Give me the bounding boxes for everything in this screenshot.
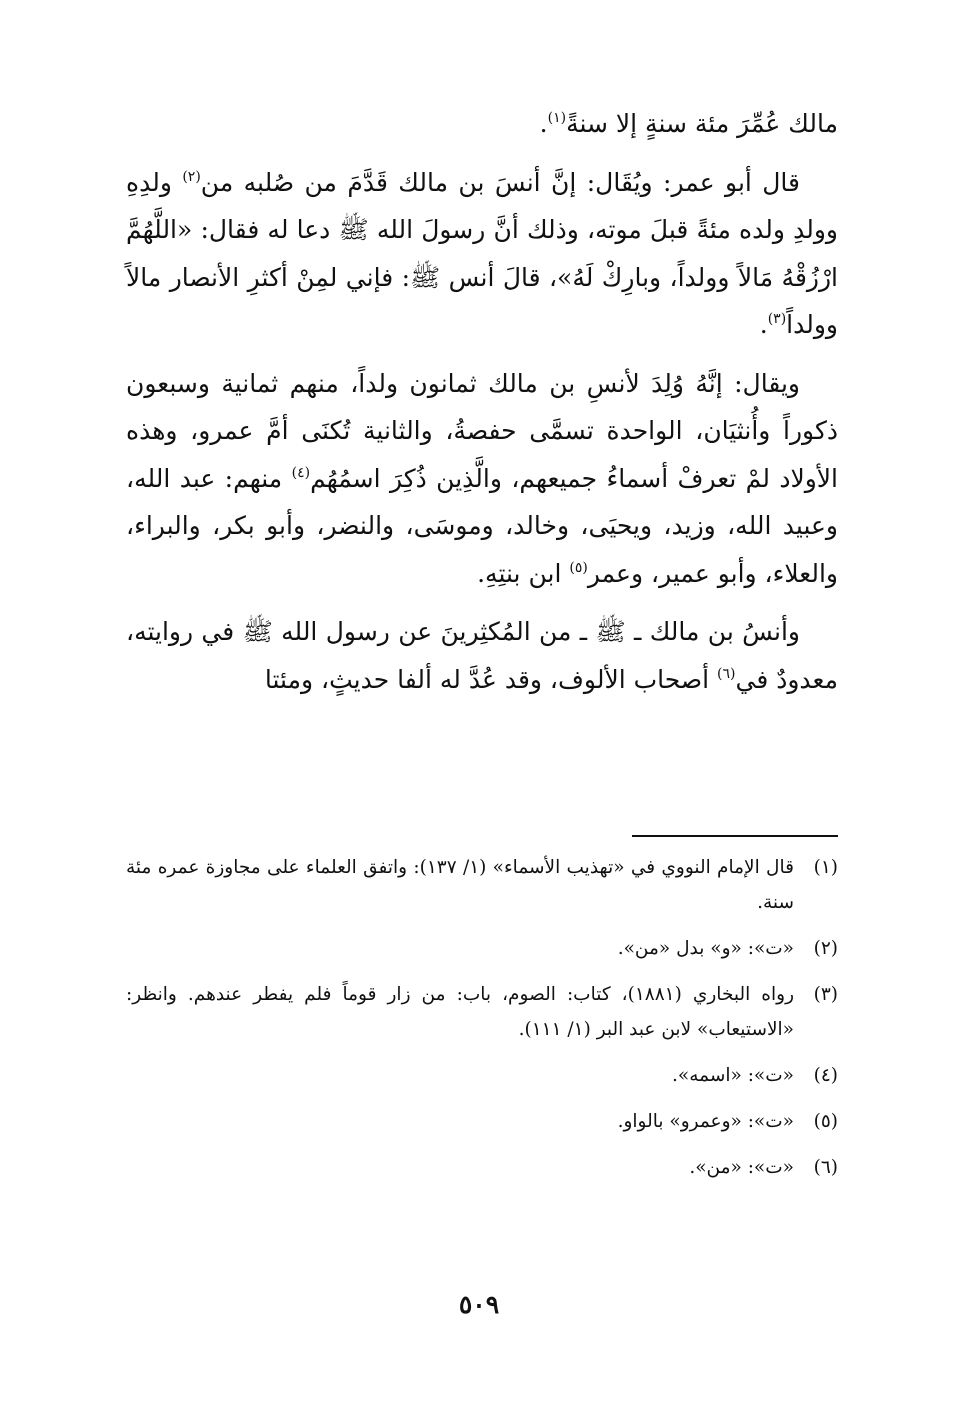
text-run: مالك عُمِّرَ مئة سنةٍ إلا سنةً (566, 109, 838, 138)
footnote-4 (126, 1058, 838, 1093)
text-run: ابن بنتِهِ. (477, 558, 570, 588)
footnote-ref-3[interactable]: (٣) (767, 311, 787, 327)
text-run: . (759, 310, 768, 339)
footnote-6 (126, 1150, 838, 1185)
footnote-text: رواه البخاري (١٨٨١)، كتاب: الصوم، باب: من زار قوماً فلم يفطر عندهم. وانظر: «الاستيعاب» لابن عبد البر (١/ ١١١). (126, 984, 794, 1040)
text-run: أصحاب الألوف، وقد عُدَّ له ألفا حديثٍ، ومئتا (264, 664, 718, 694)
footnote-text: قال الإمام النووي في «تهذيب الأسماء» (١/ ١٣٧): واتفق العلماء على مجاوزة عمره مئة سنة. (126, 857, 794, 913)
footnote-number: (٤) (813, 1065, 838, 1086)
paragraph-4 (126, 608, 838, 703)
footnote-ref-2[interactable]: (٢) (182, 168, 201, 185)
footnote-number: (١) (813, 857, 838, 878)
paragraph-1 (126, 100, 838, 148)
main-text (126, 100, 838, 714)
footnote-ref-1[interactable]: (١) (547, 110, 567, 126)
footnote-number: (٦) (813, 1157, 838, 1178)
footnote-1 (126, 850, 838, 920)
footnote-2 (126, 931, 838, 966)
paragraph-3 (126, 360, 838, 598)
text-run: وأنسُ بن مالك ـ ﷺ ـ من المُكثِرينَ عن رسول الله ﷺ في روايته، معدودٌ في (126, 617, 838, 694)
footnote-text: «ت»: «من». (689, 1157, 794, 1178)
footnote-5 (126, 1104, 838, 1139)
text-run: ولدِهِ وولدِ ولده مئةً قبلَ موته، وذلك أنَّ رسولَ الله ﷺ دعا له فقال: «اللَّهُمَّ ارْزُقْهُ مَالاً وولداً، وبارِكْ لَهُ»، قالَ أنس ﷺ: فإني لمِنْ أكثرِ الأنصار مالاً وولداً (126, 167, 838, 339)
footnotes (126, 850, 838, 1196)
text-run: . (539, 109, 548, 138)
text-run: ويقال: إنَّهُ وُلِدَ لأنسِ بن مالك ثمانون ولداً، منهم ثمانية وسبعون ذكوراً وأُنثيَان، الواحدة تسمَّى حفصةُ، والثانية تُكنَى أمَّ عمرو، وهذه الأولاد لمْ تعرفْ أسماءُ جميعهم، والَّذِين ذُكِرَ اسمُهُم (126, 368, 838, 493)
footnote-ref-6[interactable]: (٦) (717, 665, 736, 682)
footnote-3 (126, 977, 838, 1047)
paragraph-2 (126, 159, 838, 349)
footnote-text: «ت»: «و» بدل «من». (617, 938, 794, 959)
page-number: ٥٠٩ (458, 1290, 500, 1319)
footnote-ref-4[interactable]: (٤) (291, 464, 311, 481)
footnote-text: «ت»: «اسمه». (672, 1065, 794, 1086)
footnote-number: (٢) (813, 938, 838, 959)
text-run: منهم: عبد الله، وعبيد الله، وزيد، ويحيَى، وخالد، وموسَى، والنضر، وأبو بكر، والبراء، والعلاء، وأبو عمير، وعمر (126, 463, 838, 588)
footnote-separator (632, 835, 838, 837)
text-run: قال أبو عمر: ويُقَال: إنَّ أنسَ بن مالك قَدَّمَ من صُلبه من (200, 167, 800, 197)
footnote-text: «ت»: «وعمرو» بالواو. (617, 1111, 794, 1132)
footnote-ref-5[interactable]: (٥) (569, 559, 588, 576)
footnote-number: (٥) (813, 1111, 838, 1132)
footnote-number: (٣) (813, 984, 838, 1005)
